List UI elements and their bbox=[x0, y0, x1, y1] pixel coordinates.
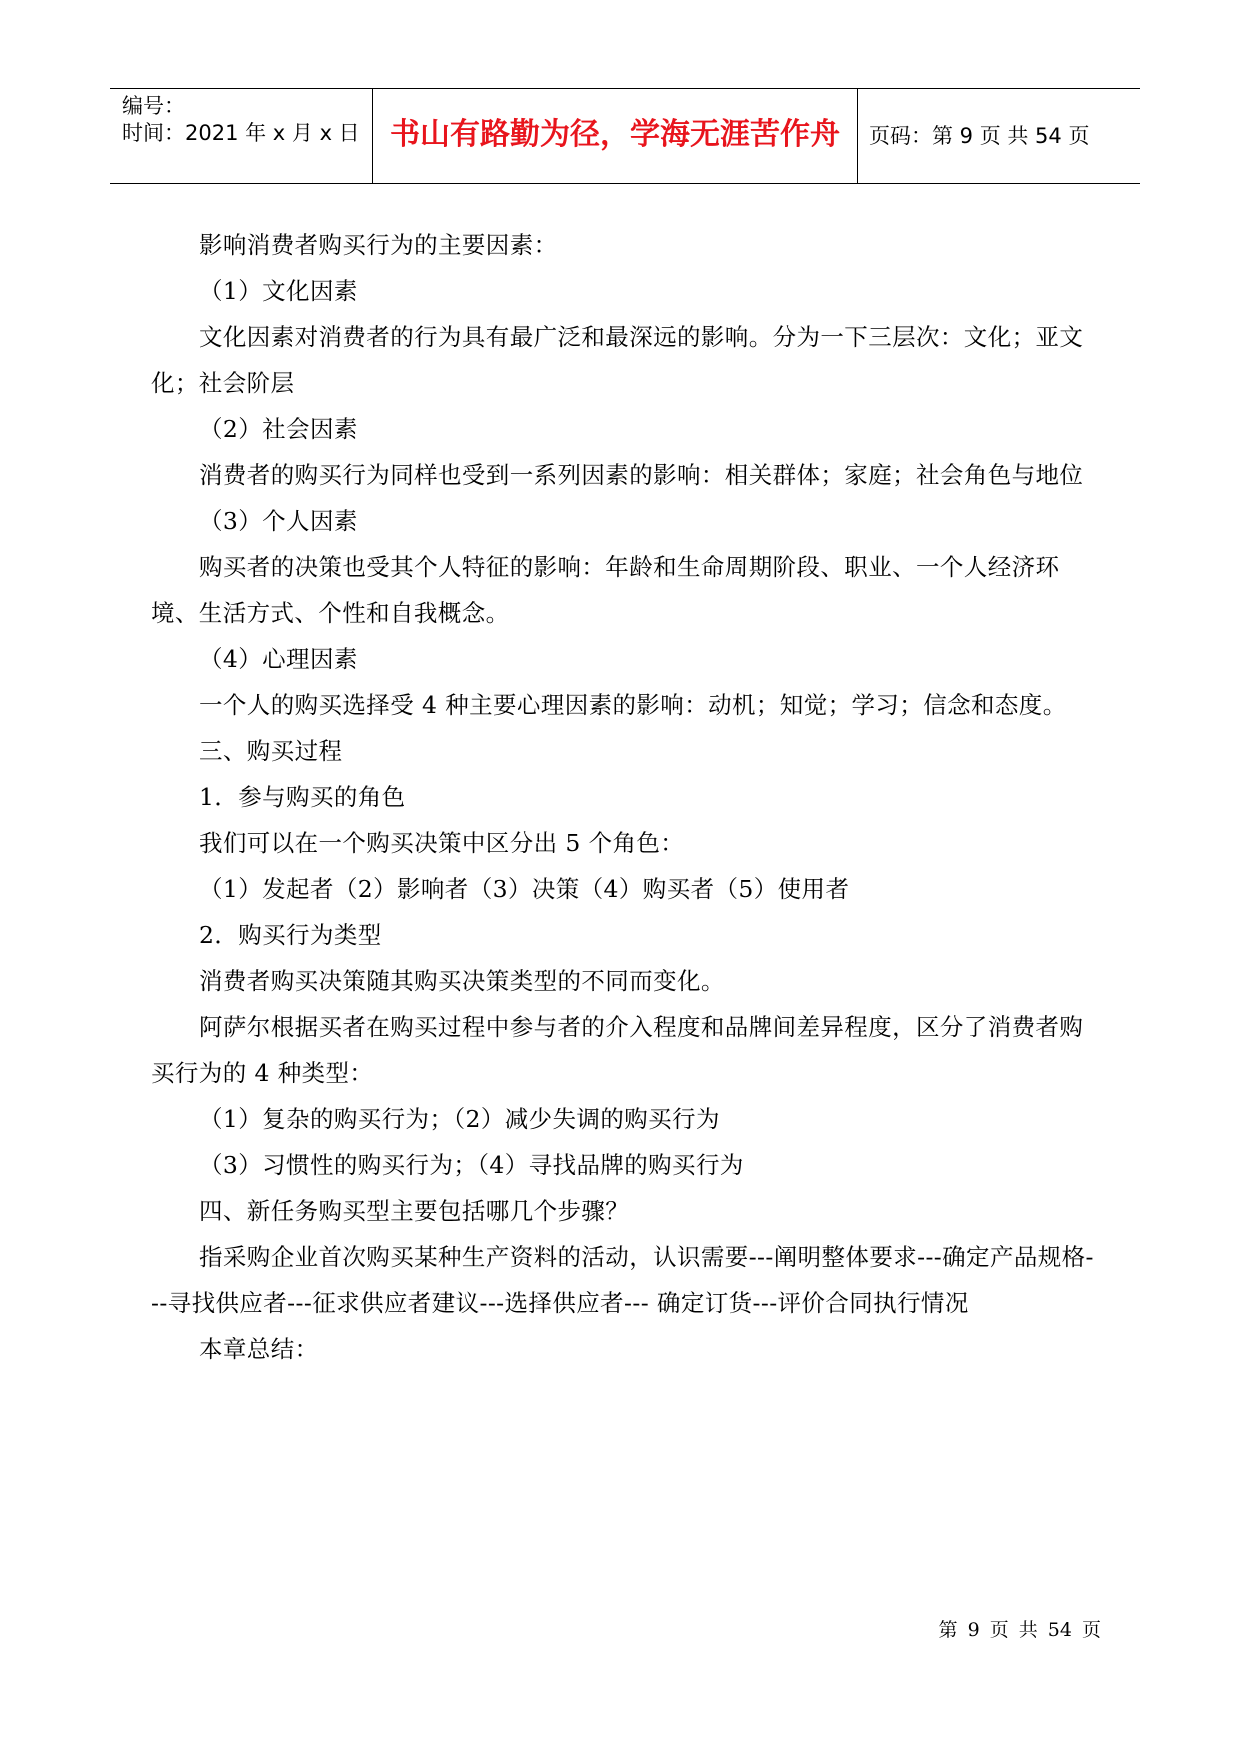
paragraph: 本章总结： bbox=[199, 1335, 319, 1363]
paragraph: 影响消费者购买行为的主要因素： bbox=[199, 231, 558, 259]
subsection-heading: 2．购买行为类型 bbox=[199, 921, 382, 949]
paragraph: 一个人的购买选择受 4 种主要心理因素的影响：动机；知觉；学习；信念和态度。 bbox=[199, 691, 1067, 719]
paragraph: 我们可以在一个购买决策中区分出 5 个角色： bbox=[199, 829, 685, 857]
paragraph: （4）心理因素 bbox=[199, 645, 358, 673]
paragraph: 指采购企业首次购买某种生产资料的活动，认识需要---阐明整体要求---确定产品规格---寻找供应者---征求供应者建议---选择供应者--- 确定订货---评价合同执行情况 bbox=[151, 1243, 1094, 1317]
subsection-heading: 1．参与购买的角色 bbox=[199, 783, 406, 811]
page-code-label: 页码：第 9 页 共 54 页 bbox=[869, 124, 1090, 148]
paragraph: （2）社会因素 bbox=[199, 415, 358, 443]
paragraph: 阿萨尔根据买者在购买过程中参与者的介入程度和品牌间差异程度，区分了消费者购买行为的 4 种类型： bbox=[151, 1013, 1084, 1087]
paragraph: （1）文化因素 bbox=[199, 277, 358, 305]
section-heading: 四、新任务购买型主要包括哪几个步骤？ bbox=[199, 1197, 630, 1225]
paragraph: 购买者的决策也受其个人特征的影响：年龄和生命周期阶段、职业、一个人经济环境、生活方式、个性和自我概念。 bbox=[151, 553, 1060, 627]
header-motto-cell bbox=[372, 89, 858, 183]
section-heading: 三、购买过程 bbox=[199, 737, 343, 765]
header-info-cell bbox=[110, 89, 372, 183]
motto-text: 书山有路勤为径，学海无涯苦作舟 bbox=[390, 117, 840, 152]
paragraph: 消费者的购买行为同样也受到一系列因素的影响：相关群体；家庭；社会角色与地位 bbox=[199, 461, 1084, 489]
document-number-label: 编号： bbox=[122, 94, 185, 118]
paragraph: （3）个人因素 bbox=[199, 507, 358, 535]
paragraph: （1）复杂的购买行为；（2）减少失调的购买行为 bbox=[199, 1105, 720, 1133]
header-table bbox=[110, 88, 1140, 184]
paragraph: 文化因素对消费者的行为具有最广泛和最深远的影响。分为一下三层次：文化；亚文化；社会阶层 bbox=[151, 323, 1084, 397]
document-body bbox=[151, 222, 1101, 1372]
paragraph: （3）习惯性的购买行为；（4）寻找品牌的购买行为 bbox=[199, 1151, 744, 1179]
page-footer: 第 9 页 共 54 页 bbox=[938, 1619, 1101, 1641]
paragraph: （1）发起者（2）影响者（3）决策（4）购买者（5）使用者 bbox=[199, 875, 850, 903]
paragraph: 消费者购买决策随其购买决策类型的不同而变化。 bbox=[199, 967, 725, 995]
header-page-cell bbox=[857, 89, 1140, 183]
document-time-label: 时间：2021 年 x 月 x 日 bbox=[122, 121, 360, 145]
